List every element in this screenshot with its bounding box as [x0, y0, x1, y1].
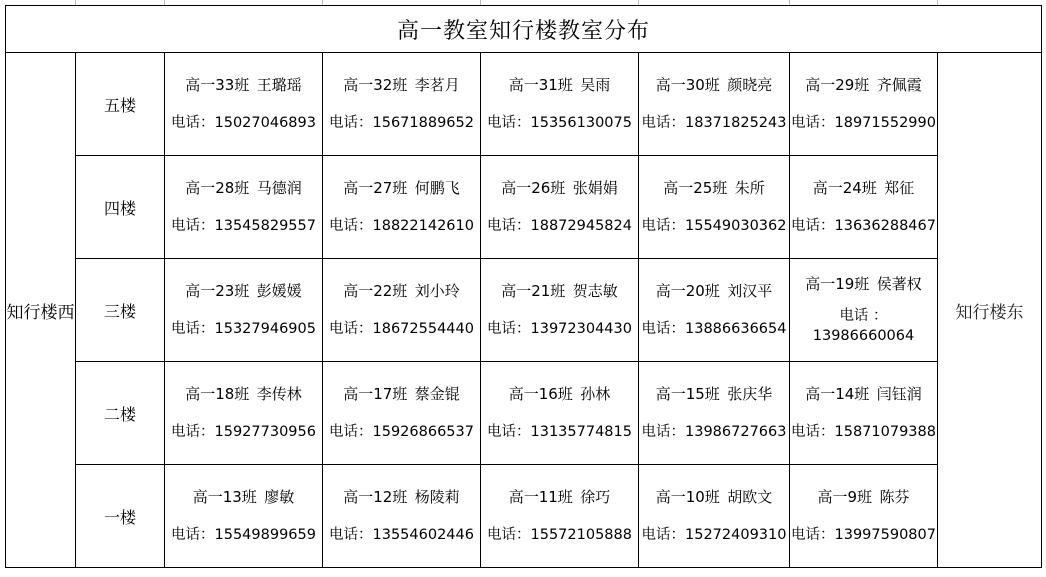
phone-line — [481, 423, 638, 442]
classroom-cell[interactable] — [639, 53, 790, 156]
class-name: 高一10班 — [655, 487, 720, 506]
phone-number: 15572105888 — [530, 526, 632, 543]
floor-row — [6, 362, 1042, 465]
class-name: 高一11班 — [508, 487, 573, 506]
classroom-cell[interactable] — [323, 53, 481, 156]
class-name: 高一21班 — [501, 281, 566, 300]
phone-number: 15927730956 — [214, 423, 316, 440]
phone-label: 电话： — [487, 217, 531, 234]
teacher-name: 刘小玲 — [414, 281, 460, 300]
phone-label: 电话： — [171, 217, 215, 234]
class-line — [481, 282, 638, 301]
phone-label: 电话： — [791, 526, 835, 543]
class-line — [639, 488, 789, 507]
phone-number: 13986727663 — [685, 423, 787, 440]
phone-label: 电话： — [171, 526, 215, 543]
classroom-cell[interactable] — [481, 259, 639, 362]
teacher-name: 贺志敏 — [572, 281, 618, 300]
class-name: 高一12班 — [343, 487, 408, 506]
east-building-label[interactable]: 知行楼东 — [938, 53, 1042, 568]
class-line — [481, 488, 638, 507]
class-line — [323, 385, 480, 404]
classroom-cell[interactable] — [165, 465, 323, 568]
phone-label: 电话： — [329, 217, 373, 234]
class-line — [790, 76, 937, 95]
teacher-name: 吴雨 — [580, 75, 611, 94]
class-name: 高一15班 — [655, 384, 720, 403]
classroom-cell[interactable] — [481, 53, 639, 156]
table-body — [6, 6, 1042, 568]
class-line — [481, 76, 638, 95]
phone-number: 18971552990 — [834, 114, 936, 131]
phone-label: 电话： — [791, 114, 835, 131]
phone-number: 18872945824 — [530, 217, 632, 234]
class-name: 高一24班 — [812, 178, 877, 197]
phone-label: 电话： — [329, 320, 373, 337]
classroom-cell[interactable] — [165, 53, 323, 156]
phone-line — [481, 217, 638, 236]
phone-line — [639, 114, 789, 133]
phone-number: 13972304430 — [530, 320, 632, 337]
class-name: 高一16班 — [508, 384, 573, 403]
phone-line — [165, 526, 322, 545]
class-line — [323, 282, 480, 301]
teacher-name: 王璐瑶 — [256, 75, 302, 94]
phone-number: 15327946905 — [214, 320, 316, 337]
floor-label[interactable]: 二楼 — [76, 362, 165, 465]
phone-line — [165, 217, 322, 236]
phone-line — [323, 320, 480, 339]
phone-line — [790, 306, 937, 346]
phone-label: 电话 ： — [839, 307, 888, 324]
teacher-name: 侯著权 — [876, 274, 922, 293]
class-name: 高一23班 — [185, 281, 250, 300]
teacher-name: 朱所 — [734, 178, 765, 197]
class-line — [481, 385, 638, 404]
teacher-name: 李传林 — [256, 384, 302, 403]
phone-label: 电话： — [641, 423, 685, 440]
floor-row — [6, 156, 1042, 259]
class-name: 高一25班 — [663, 178, 728, 197]
phone-number: 13554602446 — [372, 526, 474, 543]
teacher-name: 胡欧文 — [727, 487, 773, 506]
classroom-cell[interactable] — [790, 465, 938, 568]
floor-label[interactable]: 三楼 — [76, 259, 165, 362]
teacher-name: 孙林 — [580, 384, 611, 403]
phone-number: 13986660064 — [812, 327, 915, 344]
phone-line — [165, 320, 322, 339]
phone-line — [323, 114, 480, 133]
phone-number: 15549030362 — [685, 217, 787, 234]
floor-row — [6, 53, 1042, 156]
teacher-name: 廖敏 — [264, 487, 295, 506]
floor-label[interactable]: 一楼 — [76, 465, 165, 568]
class-line — [165, 488, 322, 507]
phone-number: 13135774815 — [530, 423, 632, 440]
class-name: 高一13班 — [192, 487, 257, 506]
teacher-name: 张庆华 — [727, 384, 773, 403]
classroom-cell[interactable] — [790, 259, 938, 362]
phone-label: 电话： — [487, 114, 531, 131]
phone-label: 电话： — [171, 423, 215, 440]
phone-line — [481, 114, 638, 133]
teacher-name: 何鹏飞 — [414, 178, 460, 197]
phone-number: 18672554440 — [372, 320, 474, 337]
classroom-cell[interactable] — [165, 362, 323, 465]
class-name: 高一32班 — [343, 75, 408, 94]
phone-line — [790, 423, 937, 442]
class-name: 高一22班 — [343, 281, 408, 300]
class-name: 高一26班 — [501, 178, 566, 197]
phone-number: 15356130075 — [530, 114, 632, 131]
class-name: 高一30班 — [655, 75, 720, 94]
phone-label: 电话： — [641, 114, 685, 131]
teacher-name: 张娟娟 — [572, 178, 618, 197]
teacher-name: 彭媛媛 — [256, 281, 302, 300]
phone-label: 电话： — [329, 114, 373, 131]
phone-label: 电话： — [329, 526, 373, 543]
class-name: 高一9班 — [817, 487, 873, 506]
phone-label: 电话： — [171, 114, 215, 131]
classroom-cell[interactable] — [323, 362, 481, 465]
phone-label: 电话： — [641, 320, 685, 337]
class-name: 高一19班 — [805, 274, 870, 293]
class-line — [323, 488, 480, 507]
teacher-name: 颜晓亮 — [727, 75, 773, 94]
classroom-cell[interactable] — [323, 156, 481, 259]
phone-label: 电话： — [487, 526, 531, 543]
classroom-cell[interactable] — [481, 362, 639, 465]
class-name: 高一29班 — [805, 75, 870, 94]
class-line — [639, 385, 789, 404]
class-line — [639, 179, 789, 198]
class-name: 高一31班 — [508, 75, 573, 94]
classroom-cell[interactable] — [481, 465, 639, 568]
phone-number: 15027046893 — [214, 114, 316, 131]
teacher-name: 李茗月 — [414, 75, 460, 94]
class-line — [165, 385, 322, 404]
phone-number: 13886636654 — [685, 320, 787, 337]
teacher-name: 马德润 — [256, 178, 302, 197]
classroom-cell[interactable] — [165, 156, 323, 259]
teacher-name: 郑征 — [884, 178, 915, 197]
class-line — [165, 179, 322, 198]
phone-label: 电话： — [487, 423, 531, 440]
class-name: 高一27班 — [343, 178, 408, 197]
class-line — [639, 282, 789, 301]
classroom-cell[interactable] — [481, 156, 639, 259]
phone-line — [323, 217, 480, 236]
phone-line — [323, 423, 480, 442]
class-line — [481, 179, 638, 198]
classroom-cell[interactable] — [639, 156, 790, 259]
table-title[interactable]: 高一教室知行楼教室分布 — [6, 6, 1042, 53]
floor-row — [6, 465, 1042, 568]
teacher-name: 闫钰润 — [876, 384, 922, 403]
class-line — [323, 179, 480, 198]
floor-row — [6, 259, 1042, 362]
classroom-cell[interactable] — [790, 53, 938, 156]
classroom-cell[interactable] — [323, 259, 481, 362]
teacher-name: 陈芬 — [879, 487, 910, 506]
teacher-name: 齐佩霞 — [876, 75, 922, 94]
class-name: 高一17班 — [343, 384, 408, 403]
class-line — [790, 385, 937, 404]
phone-number: 15671889652 — [372, 114, 474, 131]
phone-line — [481, 526, 638, 545]
class-name: 高一14班 — [805, 384, 870, 403]
classroom-cell[interactable] — [639, 362, 790, 465]
phone-number: 18822142610 — [372, 217, 474, 234]
phone-number: 13997590807 — [834, 526, 936, 543]
phone-line — [165, 423, 322, 442]
class-name: 高一33班 — [185, 75, 250, 94]
class-line — [165, 282, 322, 301]
teacher-name: 蔡金锟 — [414, 384, 460, 403]
phone-line — [323, 526, 480, 545]
phone-label: 电话： — [641, 217, 685, 234]
phone-label: 电话： — [329, 423, 373, 440]
class-line — [639, 76, 789, 95]
class-line — [790, 488, 937, 507]
phone-line — [165, 114, 322, 133]
floor-label[interactable]: 四楼 — [76, 156, 165, 259]
phone-line — [639, 320, 789, 339]
phone-line — [639, 423, 789, 442]
phone-line — [790, 217, 937, 236]
phone-line — [639, 217, 789, 236]
class-name: 高一18班 — [185, 384, 250, 403]
phone-line — [481, 320, 638, 339]
phone-number: 15272409310 — [685, 526, 787, 543]
classroom-cell[interactable] — [639, 259, 790, 362]
phone-label: 电话： — [487, 320, 531, 337]
phone-number: 15926866537 — [372, 423, 474, 440]
title-row — [6, 6, 1042, 53]
phone-label: 电话： — [791, 217, 835, 234]
class-line — [790, 179, 937, 198]
classroom-cell[interactable] — [323, 465, 481, 568]
floor-label[interactable]: 五楼 — [76, 53, 165, 156]
phone-label: 电话： — [171, 320, 215, 337]
phone-number: 13545829557 — [214, 217, 316, 234]
teacher-name: 杨陵莉 — [414, 487, 460, 506]
phone-label: 电话： — [641, 526, 685, 543]
phone-line — [790, 114, 937, 133]
classroom-cell[interactable] — [790, 362, 938, 465]
teacher-name: 刘汉平 — [727, 281, 773, 300]
classroom-cell[interactable] — [165, 259, 323, 362]
class-name: 高一20班 — [655, 281, 720, 300]
phone-number: 18371825243 — [685, 114, 787, 131]
phone-label: 电话： — [791, 423, 835, 440]
phone-line — [790, 526, 937, 545]
class-line — [323, 76, 480, 95]
classroom-cell[interactable] — [639, 465, 790, 568]
phone-number: 15549899659 — [214, 526, 316, 543]
class-line — [790, 275, 937, 294]
classroom-distribution-table — [5, 5, 1042, 568]
classroom-cell[interactable] — [790, 156, 938, 259]
teacher-name: 徐巧 — [580, 487, 611, 506]
class-line — [165, 76, 322, 95]
phone-line — [639, 526, 789, 545]
phone-number: 15871079388 — [834, 423, 936, 440]
class-name: 高一28班 — [185, 178, 250, 197]
phone-number: 13636288467 — [834, 217, 936, 234]
west-building-label[interactable]: 知行楼西 — [6, 53, 76, 568]
